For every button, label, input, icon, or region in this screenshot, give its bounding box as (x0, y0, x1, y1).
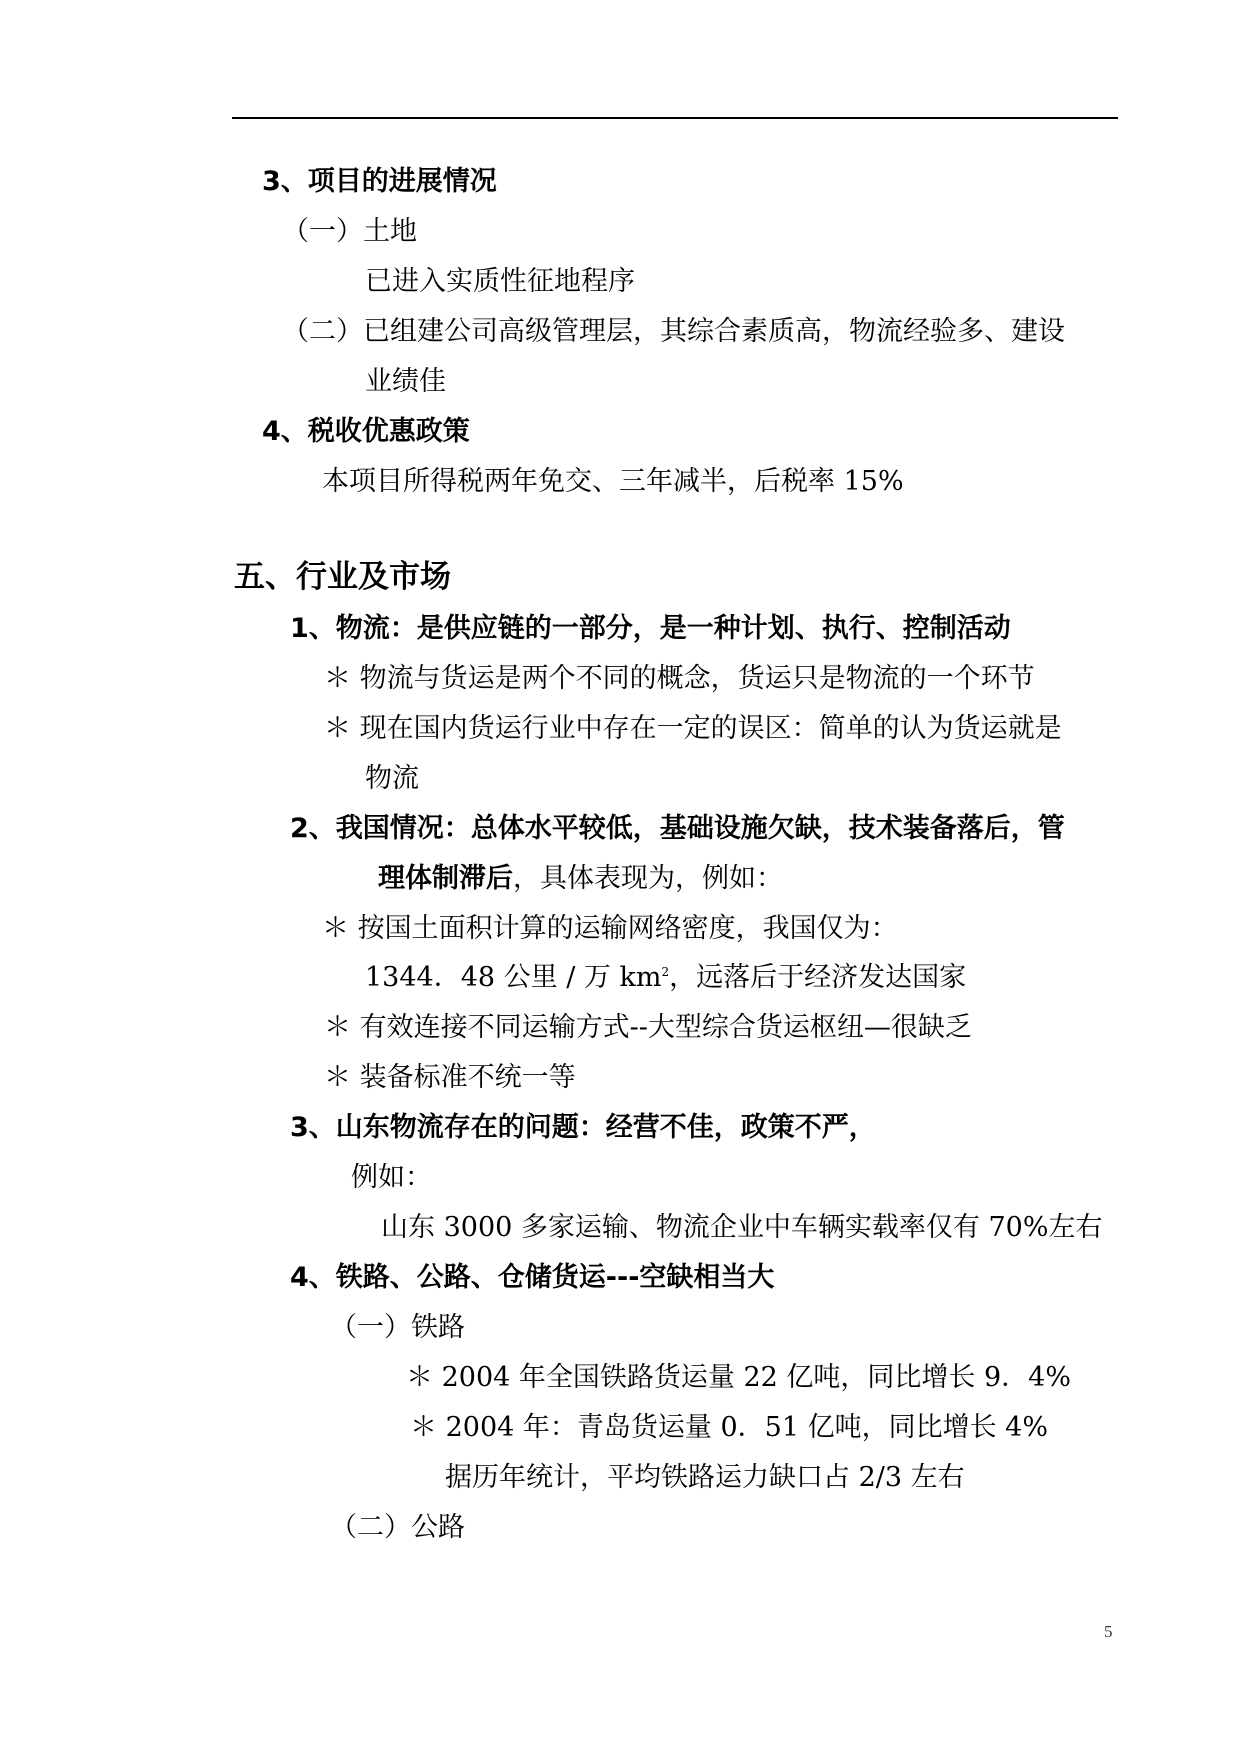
subheading-highway: （二）公路 (330, 1512, 465, 1543)
density-comparison: ，远落后于经济发达国家 (669, 962, 967, 993)
page-number: 5 (1104, 1622, 1113, 1641)
heading-project-progress: 3、项目的进展情况 (262, 166, 497, 197)
text-bold-part: 理体制滞后 (378, 863, 513, 894)
text-tax-policy: 本项目所得税两年免交、三年减半，后税率 15% (322, 466, 904, 497)
subheading-railway: （一）铁路 (330, 1312, 465, 1343)
bullet-equipment-standards: ＊ 装备标准不统一等 (324, 1062, 576, 1093)
text-regular-part: ，具体表现为，例如： (513, 863, 783, 894)
bullet-network-density: ＊ 按国土面积计算的运输网络密度，我国仅为： (322, 913, 898, 944)
density-value: 1344．48 公里 / 万 km (365, 962, 662, 993)
text-management-team: （二）已组建公司高级管理层，其综合素质高，物流经验多、建设 (282, 316, 1065, 347)
bullet-misconception-cont: 物流 (365, 763, 419, 794)
bullet-logistics-vs-freight: ＊ 物流与货运是两个不同的概念，货运只是物流的一个环节 (324, 663, 1035, 694)
heading-national-situation: 2、我国情况：总体水平较低，基础设施欠缺，技术装备落后，管 (290, 813, 1065, 844)
text-rail-capacity-gap: 据历年统计，平均铁路运力缺口占 2/3 左右 (445, 1462, 965, 1493)
subheading-land: （一）土地 (282, 216, 417, 247)
text-network-density-value (365, 964, 966, 991)
bullet-freight-hub: ＊ 有效连接不同运输方式--大型综合货运枢纽—很缺乏 (324, 1012, 972, 1043)
heading-tax-policy: 4、税收优惠政策 (262, 416, 470, 447)
header-rule (232, 117, 1118, 119)
text-example-label: 例如： (351, 1162, 432, 1193)
section-title-industry-market: 五、行业及市场 (234, 559, 451, 595)
unit-superscript: 2 (661, 965, 670, 979)
text-land-status: 已进入实质性征地程序 (365, 266, 635, 297)
heading-capacity-gap: 4、铁路、公路、仓储货运---空缺相当大 (290, 1262, 775, 1293)
bullet-qingdao-freight: ＊ 2004 年：青岛货运量 0．51 亿吨，同比增长 4% (410, 1412, 1048, 1443)
bullet-national-rail-freight: ＊ 2004 年全国铁路货运量 22 亿吨，同比增长 9．4% (406, 1362, 1071, 1393)
heading-logistics-definition: 1、物流：是供应链的一部分，是一种计划、执行、控制活动 (290, 613, 1011, 644)
text-national-situation-cont (378, 865, 783, 892)
text-management-team-cont: 业绩佳 (365, 366, 446, 397)
text-shandong-load-rate: 山东 3000 多家运输、物流企业中车辆实载率仅有 70%左右 (381, 1212, 1103, 1243)
bullet-misconception: ＊ 现在国内货运行业中存在一定的误区：简单的认为货运就是 (324, 713, 1062, 744)
heading-shandong-problems: 3、山东物流存在的问题：经营不佳，政策不严， (290, 1112, 876, 1143)
